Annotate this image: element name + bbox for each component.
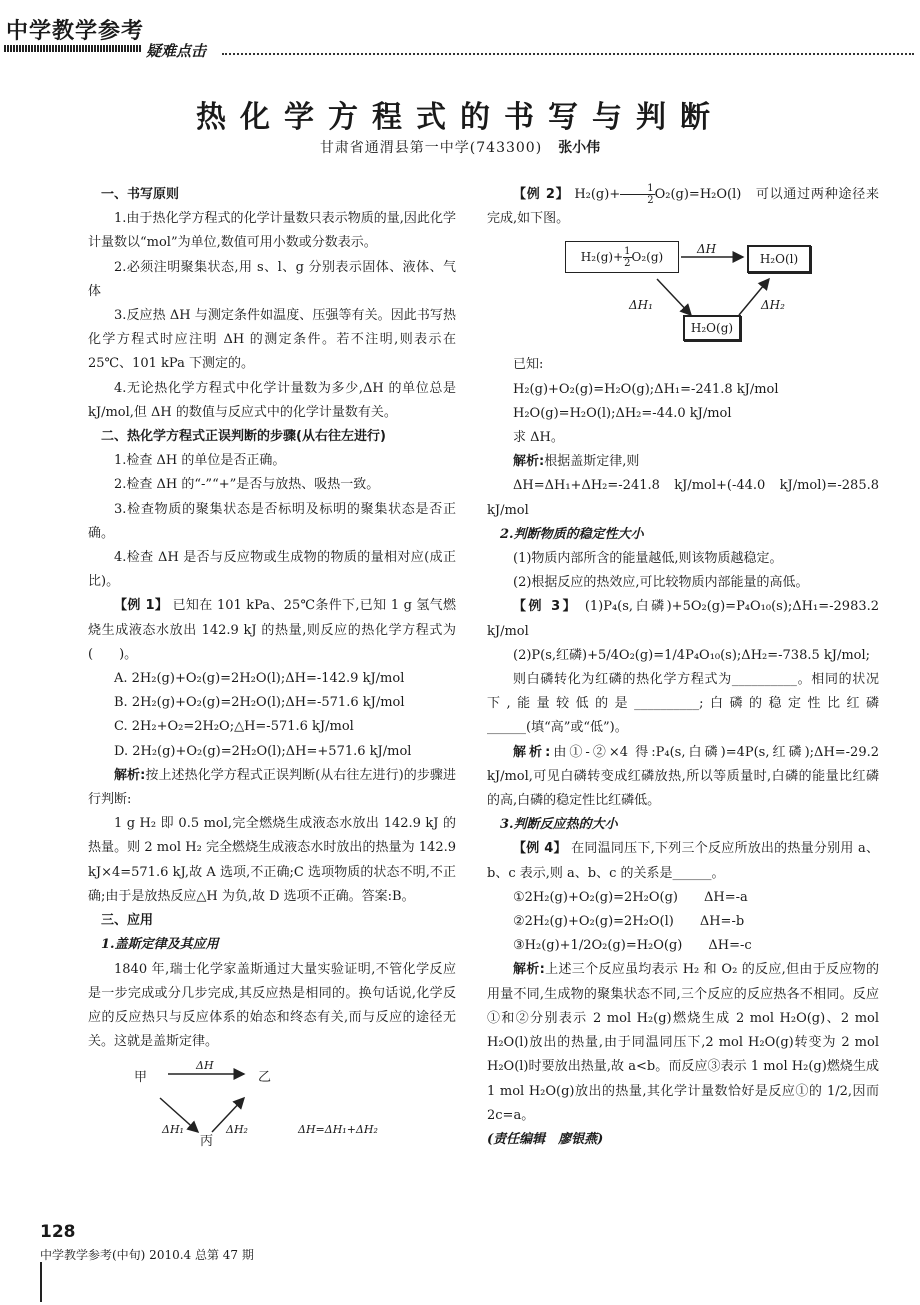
- paragraph: 1 g H₂ 即 0.5 mol,完全燃烧生成液态水放出 142.9 kJ 的热量。则 2 mol H₂ 完全燃烧生成液态水时放出的热量为 142.9 kJ×4=571.6 kJ,故 A 选项,不正确;C 选项物质的状态不明,不正确;由于是放热反应△H 为负,故 D 选项不正确。答案:B。: [88, 816, 456, 904]
- analysis-2: [487, 450, 879, 474]
- example-text: O₂(g)=H₂O(l) 可以通过两种途径来完成,如下图。: [487, 187, 879, 227]
- fraction-half: [620, 183, 654, 206]
- subsection-heading: 1.盖斯定律及其应用: [101, 937, 219, 953]
- paragraph: 1.检查 ΔH 的单位是否正确。: [114, 453, 286, 469]
- section-heading: 一、书写原则: [101, 187, 180, 202]
- example-4: [487, 837, 879, 885]
- example-tag: 【例 2】: [513, 187, 570, 202]
- paragraph: 已知:: [513, 357, 544, 373]
- section-heading: 二、热化学方程式正误判断的步骤(从右往左进行): [101, 429, 386, 445]
- hess-diagram: [88, 1054, 456, 1150]
- header-dotted-line: [222, 53, 914, 55]
- analysis-tag: 解析:: [114, 767, 146, 783]
- box-text: H₂(g)+: [580, 250, 624, 265]
- header-rule: [4, 45, 142, 52]
- paragraph: 2.必须注明聚集状态,用 s、l、g 分别表示固体、液体、气体: [88, 259, 456, 299]
- paragraph: 3.反应热 ΔH 与测定条件如温度、压强等有关。因此书写热化学方程式时应注明 ΔH 的测定条件。若不注明,则表示在 25℃、101 kPa 下测定的。: [88, 308, 456, 372]
- example-2: [487, 183, 879, 231]
- paragraph: 1.由于热化学方程式的化学计量数只表示物质的量,因此化学计量数以“mol”为单位,数值可用小数或分数表示。: [88, 211, 456, 251]
- left-column: [88, 183, 456, 1150]
- footer-info: 中学教学参考(中旬) 2010.4 总第 47 期: [40, 1248, 254, 1262]
- option-d: D. 2H₂(g)+O₂(g)=2H₂O(l);ΔH=+571.6 kJ/mol: [114, 743, 412, 759]
- equation: H₂(g)+O₂(g)=H₂O(g);ΔH₁=-241.8 kJ/mol: [513, 381, 779, 397]
- equation: H₂O(g)=H₂O(l);ΔH₂=-44.0 kJ/mol: [513, 405, 732, 421]
- paragraph: 4.无论热化学方程式中化学计量数为多少,ΔH 的单位总是 kJ/mol,但 ΔH 的数值与反应式中的化学计量数有关。: [88, 380, 456, 420]
- analysis-tag: 解析:: [513, 454, 545, 470]
- state-c: 丙: [200, 1134, 214, 1150]
- analysis-4: [487, 958, 879, 1127]
- author: 张小伟: [558, 140, 601, 156]
- option-b: B. 2H₂(g)+O₂(g)=2H₂O(l);ΔH=-571.6 kJ/mol: [114, 695, 405, 711]
- byline: [0, 137, 920, 157]
- fraction-numerator: 1: [624, 246, 631, 258]
- journal-name: 中学教学参考: [6, 19, 145, 44]
- paragraph: 则白磷转化为红磷的热化学方程式为__________。相同的状况下,能量较低的是__________;白磷的稳定性比红磷______(填“高”或“低”)。: [487, 672, 879, 736]
- paragraph: (2)根据反应的热效应,可比较物质内部能量的高低。: [513, 575, 809, 591]
- option-a: A. 2H₂(g)+O₂(g)=2H₂O(l);ΔH=-142.9 kJ/mol: [114, 671, 405, 687]
- article-title: 热化学方程式的书写与判断: [196, 100, 724, 135]
- hess-relation: ΔH=ΔH₁+ΔH₂: [298, 1123, 378, 1137]
- page-number: 128: [40, 1222, 76, 1242]
- paragraph: (1)物质内部所含的能量越低,则该物质越稳定。: [513, 551, 783, 567]
- fraction-denominator: 2: [624, 258, 631, 270]
- analysis-text: 上述三个反应虽均表示 H₂ 和 O₂ 的反应,但由于反应物的用量不同,生成物的聚集状态不同,三个反应的反应热各不相同。反应①和②分别表示 2 mol H₂(g)燃烧生成 2 mol H₂O(g)、2 mol H₂O(l)放出的热量,由于同温同压下,2 mol H₂O(g)转变为 2 mol H₂O(l)时要放出热量,故 a<b。而反应③表示 1 mol H₂(g)燃烧生成 1 mol H₂O(g)放出的热量,其化学计量数恰好是反应①的 1/2,因而 2c=a。: [487, 962, 879, 1123]
- subsection-heading: 2.判断物质的稳定性大小: [500, 526, 644, 542]
- column-name: 疑难点击: [146, 42, 207, 60]
- fraction-half: [623, 246, 631, 269]
- reaction-1: ①2H₂(g)+O₂(g)=2H₂O(g) ΔH=-a: [513, 889, 748, 905]
- option-c: C. 2H₂+O₂=2H₂O;△H=-571.6 kJ/mol: [114, 719, 354, 735]
- example-tag: 【例 3】: [513, 599, 579, 615]
- section-heading: 三、应用: [101, 913, 154, 929]
- example-tag: 【例 1】: [114, 598, 169, 614]
- analysis-text: 由①-②×4 得:P₄(s,白磷)=4P(s,红磷);ΔH=-29.2 kJ/mol,可见白磷转变成红磷放热,所以等质量时,白磷的能量比红磷的高,白磷的稳定性比红磷低。: [487, 744, 880, 809]
- analysis-3: [487, 741, 879, 814]
- editor-note: (责任编辑 廖银燕): [487, 1131, 604, 1147]
- label-dh1: ΔH₁: [162, 1123, 184, 1137]
- analysis-1: [88, 764, 456, 812]
- box-reactants: [565, 241, 679, 273]
- affiliation: 甘肃省通渭县第一中学(743300): [319, 140, 543, 156]
- right-column: [487, 183, 879, 1152]
- box-text: O₂(g): [631, 250, 664, 265]
- state-a: 甲: [134, 1070, 148, 1086]
- example-text: 已知在 101 kPa、25℃条件下,已知 1 g 氢气燃烧生成液态水放出 142.9 kJ 的热量,则反应的热化学方程式为( )。: [88, 598, 456, 662]
- label-dh2: ΔH₂: [226, 1123, 248, 1137]
- label-dh: ΔH: [697, 242, 717, 257]
- label-dh1: ΔH₁: [629, 298, 653, 313]
- label-dh2: ΔH₂: [761, 298, 785, 313]
- equation: (2)P(s,红磷)+5/4O₂(g)=1/4P₄O₁₀(s);ΔH₂=-738.5 kJ/mol;: [513, 647, 871, 663]
- analysis-text: 根据盖斯定律,则: [544, 454, 640, 470]
- paragraph: 求 ΔH。: [513, 430, 564, 446]
- reaction-3: ③H₂(g)+1/2O₂(g)=H₂O(g) ΔH=-c: [513, 938, 752, 954]
- box-liquid-water: H₂O(l): [747, 245, 811, 273]
- reaction-2: ②2H₂(g)+O₂(g)=2H₂O(l) ΔH=-b: [513, 914, 745, 930]
- example-1: [88, 594, 456, 667]
- box-water-vapor: H₂O(g): [683, 315, 741, 341]
- state-b: 乙: [258, 1070, 272, 1086]
- example-3: [487, 595, 879, 643]
- label-dh: ΔH: [196, 1059, 214, 1073]
- fraction-numerator: 1: [620, 183, 654, 195]
- example-text: 在同温同压下,下列三个反应所放出的热量分别用 a、b、c 表示,则 a、b、c 的关系是______。: [487, 841, 879, 881]
- analysis-tag: 解析:: [513, 744, 551, 760]
- example-text: (1)P₄(s,白磷)+5O₂(g)=P₄O₁₀(s);ΔH₁=-2983.2 kJ/mol: [487, 599, 880, 639]
- analysis-tag: 解析:: [513, 962, 545, 978]
- example-tag: 【例 4】: [513, 841, 567, 857]
- footer-rule: [40, 1262, 42, 1302]
- subsection-heading: 3.判断反应热的大小: [500, 817, 618, 833]
- arrow-step1: [657, 279, 691, 315]
- equation: ΔH=ΔH₁+ΔH₂=-241.8 kJ/mol+(-44.0 kJ/mol)=-285.8 kJ/mol: [487, 478, 879, 518]
- paragraph: 1840 年,瑞士化学家盖斯通过大量实验证明,不管化学反应是一步完成或分几步完成,其反应热是相同的。换句话说,化学反应的反应热只与反应体系的始态和终态有关,而与反应的途径无关。这就是盖斯定律。: [88, 961, 456, 1050]
- paragraph: 2.检查 ΔH 的“-”“+”是否与放热、吸热一致。: [114, 477, 380, 493]
- paragraph: 4.检查 ΔH 是否与反应物或生成物的物质的量相对应(成正比)。: [88, 550, 456, 590]
- fraction-denominator: 2: [647, 195, 654, 206]
- reaction-path-diagram: [487, 235, 879, 347]
- paragraph: 3.检查物质的聚集状态是否标明及标明的聚集状态是否正确。: [88, 501, 456, 541]
- example-text: H₂(g)+: [574, 187, 621, 202]
- analysis-text: 按上述热化学方程式正误判断(从右往左进行)的步骤进行判断:: [88, 767, 456, 808]
